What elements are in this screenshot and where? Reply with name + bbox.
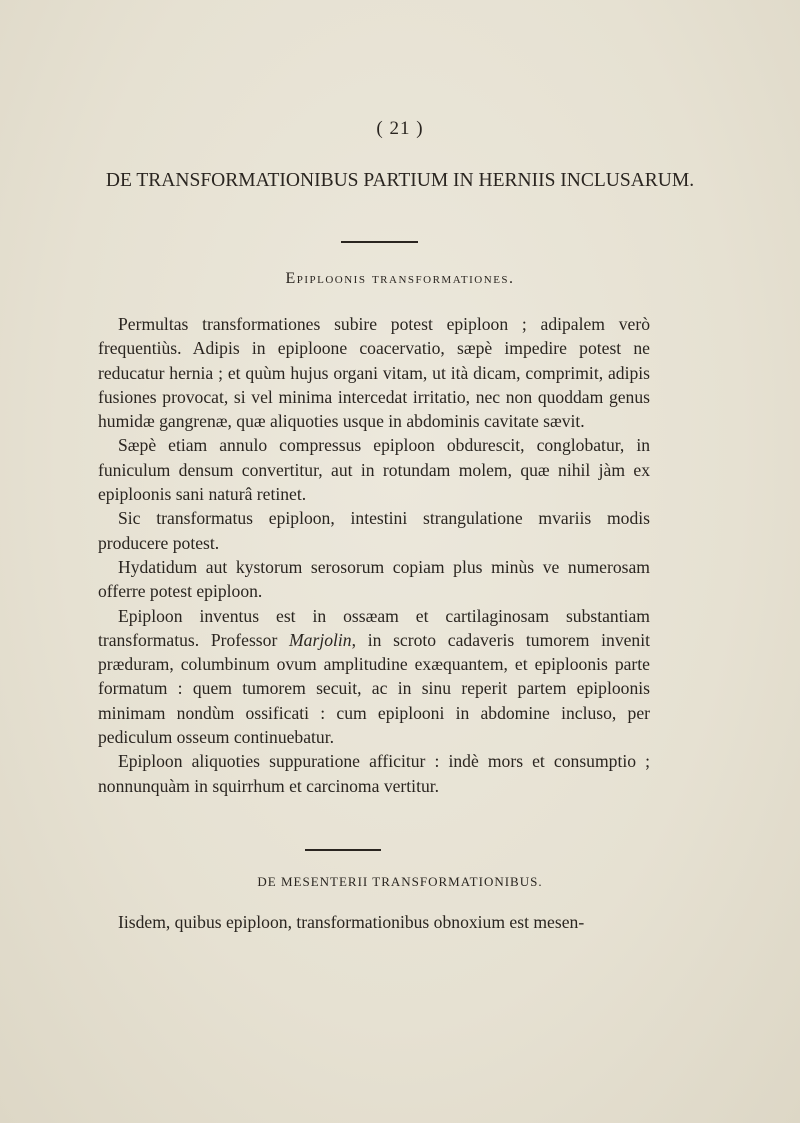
- divider-rule: [341, 241, 418, 243]
- author-name: Marjolin: [289, 629, 352, 650]
- divider-rule: [305, 849, 381, 851]
- paragraph: Sæpè etiam annulo compressus epiploon obdurescit, conglobatur, in funiculum densum convertitur, aut in rotundam molem, quæ nihil jàm ex epiploonis sani naturâ retinet.: [98, 435, 650, 505]
- body-text: [98, 312, 650, 798]
- section-heading-mesenterium: DE MESENTERII TRANSFORMATIONIBUS.: [257, 874, 543, 889]
- paragraph-start: Epiploon inventus est in ossæam et cartilaginosam substantiam transformatus. Professor: [98, 605, 650, 650]
- paragraph: Sic transformatus epiploon, intestini strangulatione mvariis modis producere potest.: [98, 508, 650, 553]
- paragraph-rest: , in scroto cadaveris tumorem invenit præduram, columbinum ovum amplitudine exæquantem, et epiploonis parte formatum : quem tumorem secuit, ac in sinu reperit partem epiploonis minimam nondùm ossificati : cum epiplooni in abdomine incluso, per pediculum osseum continuebatur.: [98, 629, 651, 748]
- page-number: ( 21 ): [376, 118, 424, 139]
- continuation-line: Iisdem, quibus epiploon, transformationibus obnoxium est mesen-: [118, 912, 585, 932]
- paragraph: Epiploon aliquoties suppuratione afficitur : indè mors et consumptio ; nonnunquàm in squirrhum et carcinoma vertitur.: [98, 751, 650, 796]
- chapter-title: DE TRANSFORMATIONIBUS PARTIUM IN HERNIIS INCLUSARUM.: [105, 170, 695, 191]
- paragraph: [98, 604, 650, 750]
- section-heading-epiploon: Epiploonis transformationes.: [285, 270, 515, 287]
- paragraph: Hydatidum aut kystorum serosorum copiam plus minùs ve numerosam offerre potest epiploon.: [98, 556, 650, 602]
- paragraph: Permultas transformationes subire potest epiploon ; adipalem verò frequentiùs. Adipis in epiploone coacervatio, sæpè impedire potest ne reducatur hernia ; et quùm hujus organi vitam, ut ità dicam, comprimit, adipis fusiones provocat, si vel minima intercedat irritatio, nec non quoddam genus humidæ gangrenæ, quæ aliquoties usque in abdominis cavitate sævit.: [98, 314, 650, 432]
